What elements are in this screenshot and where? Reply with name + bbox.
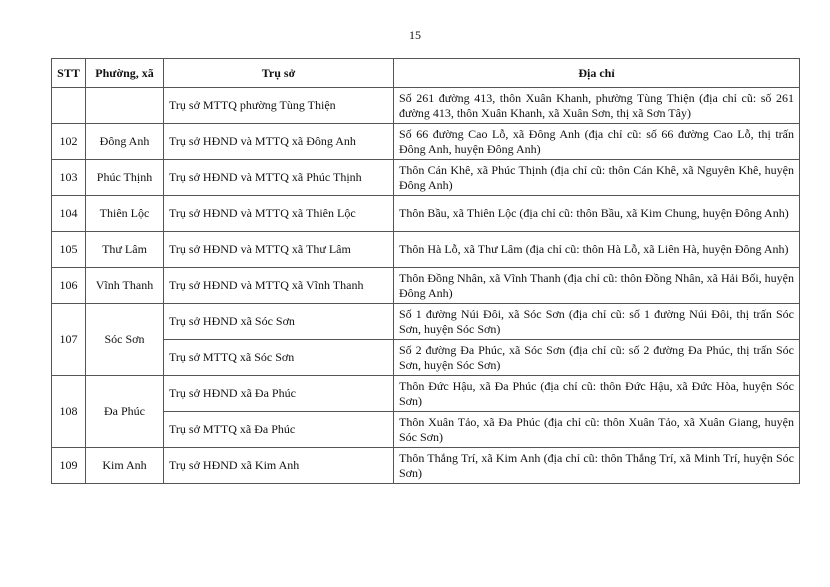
cell-address: Thôn Cán Khê, xã Phúc Thịnh (địa chỉ cũ: thôn Cán Khê, xã Nguyên Khê, huyện Đông Anh) bbox=[394, 160, 800, 196]
cell-address: Thôn Đồng Nhân, xã Vĩnh Thanh (địa chỉ cũ: thôn Đồng Nhân, xã Hải Bối, huyện Đông Anh) bbox=[394, 268, 800, 304]
table-row bbox=[52, 412, 800, 448]
table-row bbox=[52, 232, 800, 268]
cell-address: Thôn Thắng Trí, xã Kim Anh (địa chỉ cũ: thôn Thắng Trí, xã Minh Trí, huyện Sóc Sơn) bbox=[394, 448, 800, 484]
cell-office: Trụ sở MTTQ phường Tùng Thiện bbox=[164, 88, 394, 124]
cell-office: Trụ sở HĐND và MTTQ xã Vĩnh Thanh bbox=[164, 268, 394, 304]
cell-office: Trụ sở HĐND xã Sóc Sơn bbox=[164, 304, 394, 340]
cell-stt: 109 bbox=[52, 448, 86, 484]
table-row bbox=[52, 160, 800, 196]
cell-office: Trụ sở MTTQ xã Sóc Sơn bbox=[164, 340, 394, 376]
cell-office: Trụ sở HĐND và MTTQ xã Thư Lâm bbox=[164, 232, 394, 268]
cell-ward: Đông Anh bbox=[86, 124, 164, 160]
cell-stt: 107 bbox=[52, 304, 86, 376]
page-number: 15 bbox=[409, 28, 421, 42]
cell-stt: 105 bbox=[52, 232, 86, 268]
cell-stt bbox=[52, 88, 86, 124]
header-address: Địa chỉ bbox=[394, 59, 800, 88]
cell-address: Số 261 đường 413, thôn Xuân Khanh, phường Tùng Thiện (địa chỉ cũ: số 261 đường 413, thôn Xuân Khanh, xã Xuân Sơn, thị xã Sơn Tây) bbox=[394, 88, 800, 124]
cell-ward: Sóc Sơn bbox=[86, 304, 164, 376]
cell-address: Số 66 đường Cao Lỗ, xã Đông Anh (địa chỉ cũ: số 66 đường Cao Lỗ, thị trấn Đông Anh, huyện Đông Anh) bbox=[394, 124, 800, 160]
header-stt: STT bbox=[52, 59, 86, 88]
cell-ward: Thiên Lộc bbox=[86, 196, 164, 232]
header-ward: Phường, xã bbox=[86, 59, 164, 88]
table-header-row bbox=[52, 59, 800, 88]
cell-ward: Phúc Thịnh bbox=[86, 160, 164, 196]
header-office: Trụ sở bbox=[164, 59, 394, 88]
table-row bbox=[52, 268, 800, 304]
cell-address: Thôn Đức Hậu, xã Đa Phúc (địa chỉ cũ: thôn Đức Hậu, xã Đức Hòa, huyện Sóc Sơn) bbox=[394, 376, 800, 412]
office-address-table bbox=[51, 58, 800, 484]
table-row bbox=[52, 124, 800, 160]
cell-stt: 108 bbox=[52, 376, 86, 448]
table-row bbox=[52, 196, 800, 232]
cell-ward: Thư Lâm bbox=[86, 232, 164, 268]
table-row bbox=[52, 88, 800, 124]
cell-office: Trụ sở HĐND xã Đa Phúc bbox=[164, 376, 394, 412]
cell-office: Trụ sở HĐND xã Kim Anh bbox=[164, 448, 394, 484]
cell-office: Trụ sở HĐND và MTTQ xã Đông Anh bbox=[164, 124, 394, 160]
cell-ward bbox=[86, 88, 164, 124]
table-row bbox=[52, 448, 800, 484]
cell-address: Thôn Bầu, xã Thiên Lộc (địa chỉ cũ: thôn Bầu, xã Kim Chung, huyện Đông Anh) bbox=[394, 196, 800, 232]
table-row bbox=[52, 376, 800, 412]
cell-stt: 106 bbox=[52, 268, 86, 304]
cell-ward: Đa Phúc bbox=[86, 376, 164, 448]
table-row bbox=[52, 304, 800, 340]
cell-stt: 102 bbox=[52, 124, 86, 160]
cell-address: Số 2 đường Đa Phúc, xã Sóc Sơn (địa chỉ cũ: số 2 đường Đa Phúc, thị trấn Sóc Sơn, huyện Sóc Sơn) bbox=[394, 340, 800, 376]
cell-ward: Kim Anh bbox=[86, 448, 164, 484]
cell-stt: 104 bbox=[52, 196, 86, 232]
table-row bbox=[52, 340, 800, 376]
cell-office: Trụ sở HĐND và MTTQ xã Phúc Thịnh bbox=[164, 160, 394, 196]
cell-address: Thôn Hà Lỗ, xã Thư Lâm (địa chỉ cũ: thôn Hà Lỗ, xã Liên Hà, huyện Đông Anh) bbox=[394, 232, 800, 268]
cell-stt: 103 bbox=[52, 160, 86, 196]
cell-office: Trụ sở HĐND và MTTQ xã Thiên Lộc bbox=[164, 196, 394, 232]
cell-ward: Vĩnh Thanh bbox=[86, 268, 164, 304]
cell-address: Thôn Xuân Tảo, xã Đa Phúc (địa chỉ cũ: thôn Xuân Tảo, xã Xuân Giang, huyện Sóc Sơn) bbox=[394, 412, 800, 448]
cell-office: Trụ sở MTTQ xã Đa Phúc bbox=[164, 412, 394, 448]
cell-address: Số 1 đường Núi Đôi, xã Sóc Sơn (địa chỉ cũ: số 1 đường Núi Đôi, thị trấn Sóc Sơn, huyện Sóc Sơn) bbox=[394, 304, 800, 340]
